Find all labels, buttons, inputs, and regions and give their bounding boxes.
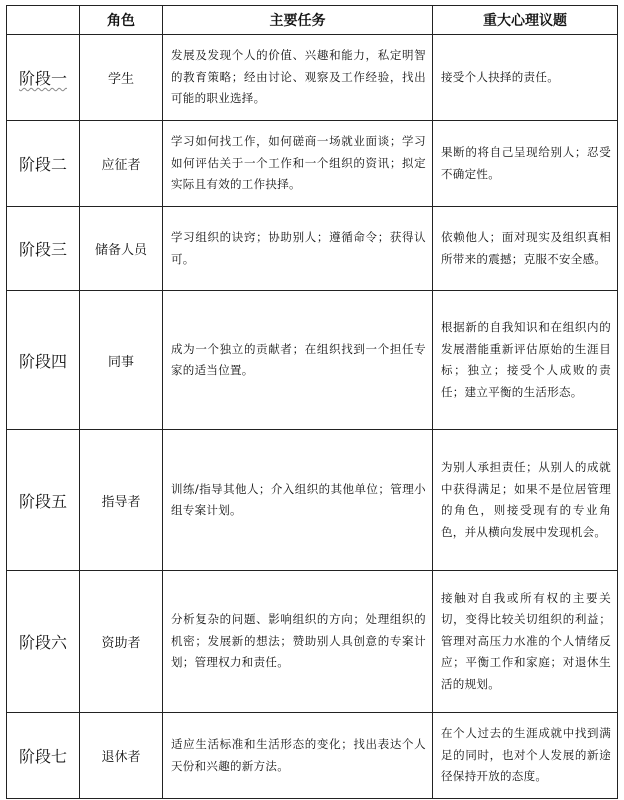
- header-stage: [7, 6, 80, 35]
- stage-cell: 阶段七: [7, 713, 80, 799]
- issue-cell: 为别人承担责任；从别人的成就中获得满足；如果不是位居管理的角色，则接受现有的专业角色，并从横向发展中发现机会。: [433, 430, 618, 571]
- table-row: [7, 35, 618, 121]
- table-row: [7, 430, 618, 571]
- task-cell: 训练/指导其他人；介入组织的其他单位；管理小组专案计划。: [163, 430, 433, 571]
- stage-cell: 阶段三: [7, 207, 80, 291]
- role-cell: 学生: [80, 35, 163, 121]
- task-cell: 发展及发现个人的价值、兴趣和能力，私定明智的教育策略；经由讨论、观察及工作经验，找出可能的职业选择。: [163, 35, 433, 121]
- table-row: [7, 207, 618, 291]
- stage-cell: 阶段五: [7, 430, 80, 571]
- header-psych-issue: 重大心理议题: [433, 6, 618, 35]
- stage-cell: 阶段二: [7, 121, 80, 207]
- issue-cell: 依赖他人；面对现实及组织真相所带来的震撼；克服不安全感。: [433, 207, 618, 291]
- stage-cell: 阶段六: [7, 571, 80, 713]
- table-header-row: [7, 6, 618, 35]
- role-cell: 资助者: [80, 571, 163, 713]
- task-cell: 分析复杂的问题、影响组织的方向；处理组织的机密；发展新的想法；赞助别人具创意的专案计划；管理权力和责任。: [163, 571, 433, 713]
- header-main-task: 主要任务: [163, 6, 433, 35]
- stage-cell: 阶段四: [7, 291, 80, 430]
- stage-label: 阶段一: [18, 69, 67, 88]
- role-cell: 指导者: [80, 430, 163, 571]
- role-cell: 同事: [80, 291, 163, 430]
- role-cell: 退休者: [80, 713, 163, 799]
- issue-cell: 根据新的自我知识和在组织内的发展潜能重新评估原始的生涯目标；独立；接受个人成败的责任；建立平衡的生活形态。: [433, 291, 618, 430]
- issue-cell: 接触对自我或所有权的主要关切，变得比较关切组织的利益；管理对高压力水准的个人情绪反应；平衡工作和家庭；对退休生活的规划。: [433, 571, 618, 713]
- stage-cell: [7, 35, 80, 121]
- table-row: [7, 291, 618, 430]
- task-cell: 成为一个独立的贡献者；在组织找到一个担任专家的适当位置。: [163, 291, 433, 430]
- header-role: 角色: [80, 6, 163, 35]
- career-stages-table: [6, 5, 618, 799]
- task-cell: 适应生活标准和生活形态的变化；找出表达个人天份和兴趣的新方法。: [163, 713, 433, 799]
- table-row: [7, 713, 618, 799]
- role-cell: 储备人员: [80, 207, 163, 291]
- role-cell: 应征者: [80, 121, 163, 207]
- task-cell: 学习如何找工作，如何磋商一场就业面谈；学习如何评估关于一个工作和一个组织的资讯；拟定实际且有效的工作抉择。: [163, 121, 433, 207]
- issue-cell: 在个人过去的生涯成就中找到满足的同时，也对个人发展的新途径保持开放的态度。: [433, 713, 618, 799]
- table-row: [7, 571, 618, 713]
- table-row: [7, 121, 618, 207]
- issue-cell: 接受个人抉择的责任。: [433, 35, 618, 121]
- issue-cell: 果断的将自己呈现给别人；忍受不确定性。: [433, 121, 618, 207]
- task-cell: 学习组织的诀窍；协助别人；遵循命令；获得认可。: [163, 207, 433, 291]
